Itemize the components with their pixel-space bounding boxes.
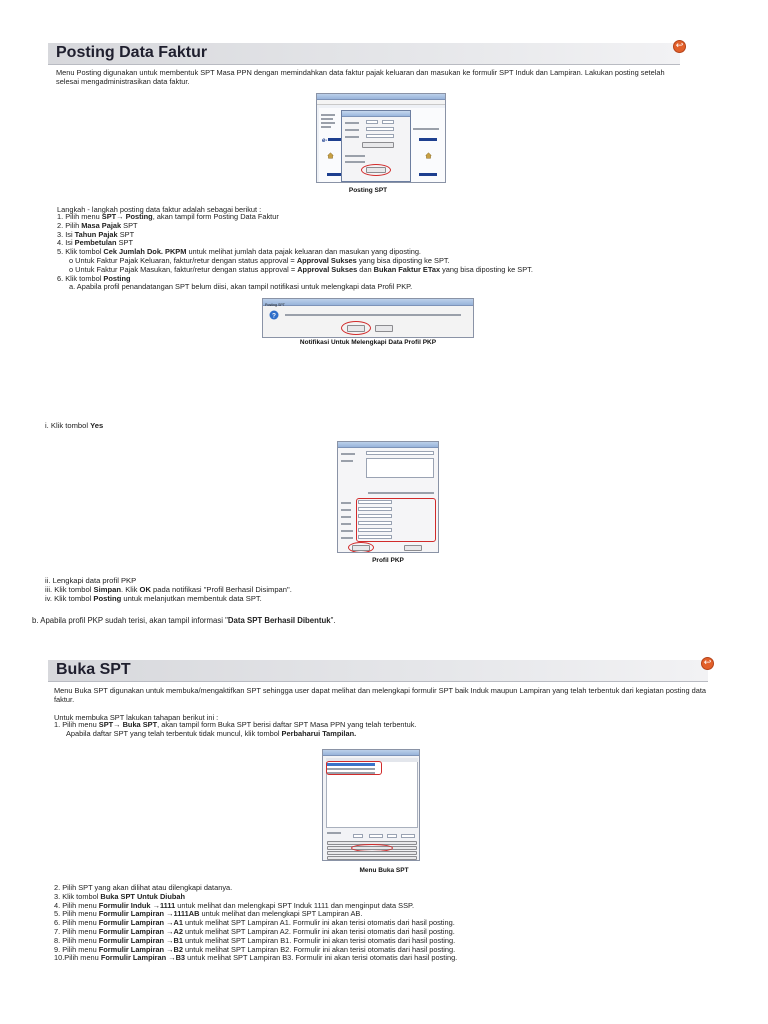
section-title: Posting Data Faktur	[56, 44, 208, 61]
buka-spt-steps-list: 2. Pilih SPT yang akan dilihat atau dilengkapi datanya. 3. Klik tombol Buka SPT Untuk Diubah 4. Pilih menu Formulir Induk →1111 untuk melihat dan melengkapi SPT Induk 1111 dan menginput data SSP. 5. Pilih menu Formulir Lampiran →1111AB untuk melihat dan melengkapi SPT Lampiran AB. 6. Pilih menu Formulir Lampiran →A1 untuk melihat SPT Lampiran A1. Formulir ini akan terisi otomatis dari hasil posting. 7. Pilih menu Formulir Lampiran →A2 untuk melihat SPT Lampiran A2. Formulir ini akan terisi otomatis dari hasil posting. 8. Pilih menu Formulir Lampiran →B1 untuk melihat SPT Lampiran B1. Formulir ini akan terisi otomatis dari hasil posting. 9. Pilih menu Formulir Lampiran →B2 untuk melihat SPT Lampiran B2. Formulir ini akan terisi otomatis dari hasil posting. 10.Pilih menu Formulir Lampiran →B3 untuk melihat SPT Lampiran B3. Formulir ini akan terisi otomatis dari hasil posting.	[54, 883, 458, 963]
posting-intro: Menu Posting digunakan untuk membentuk SPT Masa PPN dengan memindahkan data faktur pajak keluaran dan masukan ke formulir SPT Induk dan Lampiran. Lakukan posting setelah selesai mengadministrasikan data faktur.	[56, 68, 665, 86]
home-icon	[327, 152, 334, 159]
efaktur-logo-icon	[417, 171, 439, 179]
no-button[interactable]	[375, 325, 393, 332]
figure-caption-profil: Profil PKP	[372, 557, 404, 564]
svg-text:?: ?	[272, 312, 276, 320]
svg-text:e-: e-	[322, 138, 328, 144]
section-header-posting	[48, 41, 684, 65]
home-icon	[425, 152, 432, 159]
section-title: Buka SPT	[56, 661, 131, 678]
efaktur-logo-icon	[417, 136, 439, 144]
buka-spt-screenshot	[322, 749, 420, 861]
tutup-button[interactable]	[404, 545, 422, 551]
steps-intro: Langkah - langkah posting data faktur adalah sebagai berikut :	[57, 205, 262, 214]
dialog-title: Posting SPT	[265, 303, 285, 307]
question-icon	[269, 310, 279, 320]
cek-jumlah-dok-button[interactable]	[362, 142, 394, 148]
back-arrow-icon[interactable]: ↩	[673, 40, 686, 53]
posting-spt-screenshot	[316, 93, 446, 183]
notification-dialog-screenshot	[262, 298, 474, 338]
step-b: b. Apabila profil PKP sudah terisi, akan tampil informasi "Data SPT Berhasil Dibentuk".	[32, 616, 336, 625]
profil-pkp-screenshot	[337, 441, 439, 553]
step-i: i. Klik tombol Yes	[45, 421, 104, 430]
back-arrow-icon[interactable]: ↩	[701, 657, 714, 670]
posting-substeps: ii. Lengkapi data profil PKP iii. Klik tombol Simpan. Klik OK pada notifikasi "Profil Berhasil Disimpan". iv. Klik tombol Posting untuk melanjutkan membentuk data SPT.	[45, 576, 292, 603]
figure-caption-notification: Notifikasi Untuk Melengkapi Data Profil PKP	[299, 339, 437, 346]
buka-spt-step-1: 1. Pilih menu SPT→ Buka SPT, akan tampil form Buka SPT berisi daftar SPT Masa PPN yang telah terbentuk. Apabila daftar SPT yang telah terbentuk tidak muncul, klik tombol Perbaharui Tampilan.	[54, 720, 417, 738]
figure-caption-posting: Posting SPT	[348, 187, 388, 194]
figure-caption-buka-spt: Menu Buka SPT	[359, 867, 409, 874]
posting-data-faktur-dialog	[341, 110, 411, 182]
batal-button[interactable]	[327, 856, 417, 860]
buka-spt-intro: Menu Buka SPT digunakan untuk membuka/mengaktifkan SPT sehingga user dapat melihat dan melengkapi formulir SPT baik Induk maupun Lampiran yang telah terbentuk dari kegiatan posting data faktur.	[54, 686, 707, 704]
section-header-buka-spt	[48, 658, 712, 682]
posting-steps-list: 1. Pilih menu SPT→ Posting, akan tampil form Posting Data Faktur 2. Pilih Masa Pajak SPT 3. Isi Tahun Pajak SPT 4. Isi Pembetulan SPT 5. Klik tombol Cek Jumlah Dok. PKPM untuk melihat jumlah data pajak keluaran dan masukan yang diposting. o Untuk Faktur Pajak Keluaran, faktur/retur dengan status approval = Approval Sukses yang bisa diposting ke SPT. o Untuk Faktur Pajak Masukan, faktur/retur dengan status approval = Approval Sukses dan Bukan Faktur ETax yang bisa diposting ke SPT. 6. Klik tombol Posting a. Apabila profil penandatangan SPT belum diisi, akan tampil notifikasi untuk melengkapi data Profil PKP.	[57, 212, 533, 292]
buka-spt-steps-intro: Untuk membuka SPT lakukan tahapan berikut ini :	[54, 713, 219, 722]
buat-pembetulan-button[interactable]	[327, 851, 417, 855]
